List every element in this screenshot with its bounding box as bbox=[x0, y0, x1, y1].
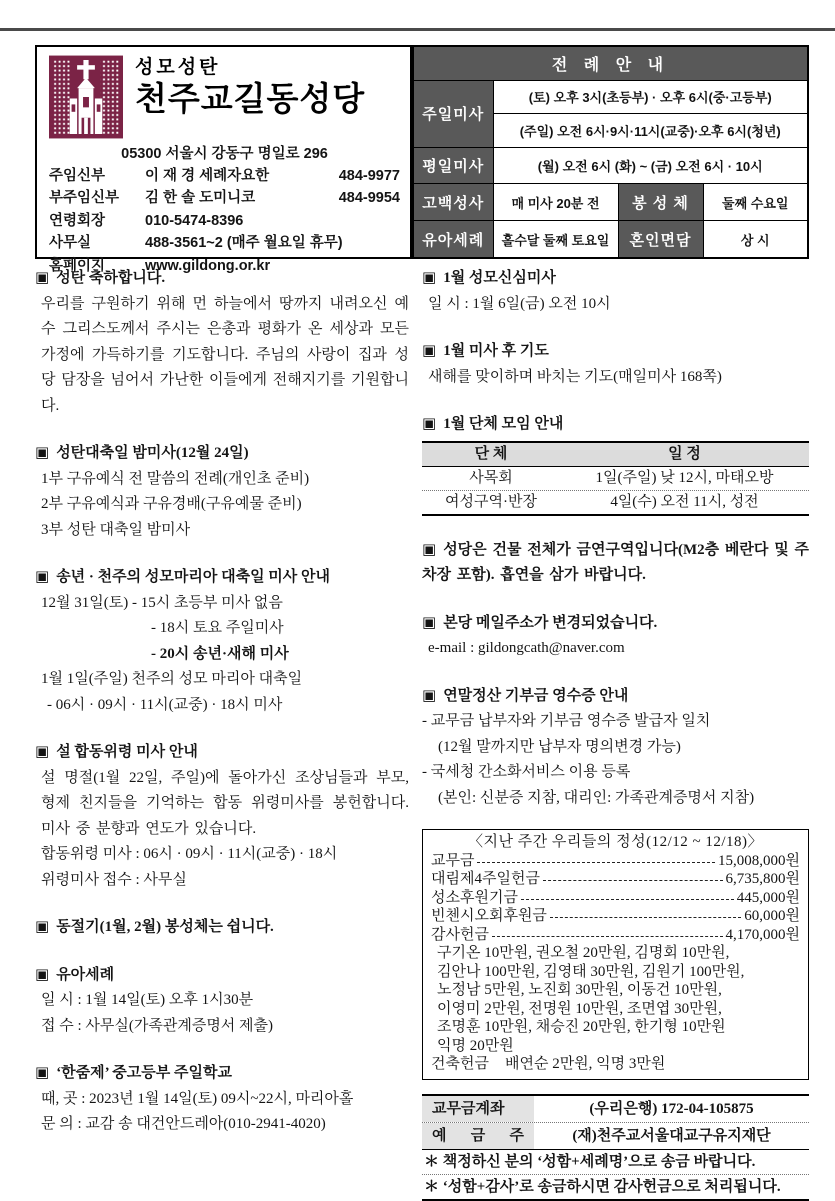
section-sunday-school bbox=[35, 1061, 409, 1138]
section-title: 본당 메일주소가 변경되었습니다. bbox=[443, 614, 658, 631]
contact-row-assistant bbox=[49, 187, 400, 209]
square-bullet-icon: ▣ bbox=[422, 614, 437, 631]
table-row bbox=[422, 491, 809, 514]
schedule-line: - 18시 토요 주일미사 bbox=[151, 620, 284, 636]
offering-label: 감사헌금 bbox=[431, 926, 489, 943]
church-address: 05300 서울시 강동구 명일로 296 bbox=[121, 146, 328, 162]
group-schedule: 4일(수) 오전 11시, 성전 bbox=[610, 493, 759, 510]
offering-row bbox=[431, 889, 800, 908]
group-name: 여성구역·반장 bbox=[445, 493, 537, 510]
contact-label: 부주임신부 bbox=[49, 190, 120, 207]
right-column bbox=[422, 266, 809, 1201]
contact-label: 주임신부 bbox=[49, 168, 106, 184]
group-name: 사목회 bbox=[469, 469, 513, 486]
contact-value: 010-5474-8396 bbox=[145, 212, 244, 229]
section-title: 성탄 축하합니다. bbox=[56, 270, 166, 286]
church-brand-box bbox=[35, 45, 412, 274]
schedule-line: 위령미사 접수 : 사무실 bbox=[41, 871, 187, 888]
mass-part-line: 1부 구유예식 전 말씀의 전례(개인초 준비) bbox=[41, 470, 310, 487]
square-bullet-icon: ▣ bbox=[422, 687, 437, 704]
contact-row-office bbox=[49, 232, 400, 254]
transfer-note: ＊ ‘성함+감사’로 송금하시면 감사헌금으로 처리됩니다. bbox=[422, 1175, 809, 1201]
brand-subtitle: 성모성탄 bbox=[135, 57, 221, 78]
schedule-line: - 20시 송년·새해 미사 bbox=[151, 645, 289, 662]
square-bullet-icon: ▣ bbox=[422, 416, 437, 432]
detail-line: (본인: 신분증 지참, 대리인: 가족관계증명서 지참) bbox=[438, 789, 755, 806]
cell-confession-value: 매 미사 20분 전 bbox=[493, 184, 618, 221]
contact-label: 연령회장 bbox=[49, 212, 106, 229]
detail-line: (12월 말까지만 납부자 명의변경 가능) bbox=[438, 738, 681, 755]
cell-sunday-mass-times: (주일) 오전 6시·9시·11시(교중)·오후 6시(청년) bbox=[493, 114, 808, 148]
account-row bbox=[422, 1123, 809, 1150]
dash-filler bbox=[543, 870, 723, 881]
section-winter-communion bbox=[35, 915, 409, 941]
section-prayer-after-mass bbox=[422, 339, 809, 390]
cell-infant-baptism-label: 유아세례 bbox=[413, 221, 493, 258]
section-no-smoking bbox=[422, 538, 809, 589]
section-christmas-greeting bbox=[35, 266, 409, 419]
offering-row bbox=[431, 852, 800, 871]
donor-line: 노정남 5만원, 노진회 30만원, 이동건 10만원, bbox=[437, 982, 722, 998]
donor-line: 이영미 2만원, 전명원 10만원, 조면엽 30만원, bbox=[437, 1000, 722, 1017]
cell-sunday-mass-label: 주일미사 bbox=[413, 80, 493, 147]
detail-line: 일 시 : 1월 6일(금) 오전 10시 bbox=[428, 295, 611, 312]
liturgy-table-title: 전 례 안 내 bbox=[413, 46, 808, 80]
cell-marriage-value: 상 시 bbox=[703, 221, 808, 258]
dash-filler bbox=[521, 889, 734, 900]
masthead bbox=[35, 45, 809, 274]
website-url: www.gildong.or.kr bbox=[145, 257, 271, 274]
donor-line: 구기온 10만원, 권오철 20만원, 김명회 10만원, bbox=[437, 945, 730, 961]
cell-communion-label: 봉 성 체 bbox=[618, 184, 703, 221]
cell-communion-value: 둘째 수요일 bbox=[703, 184, 808, 221]
section-title: 송년 · 천주의 성모마리아 대축일 미사 안내 bbox=[56, 569, 331, 585]
section-title: 연말정산 기부금 영수증 안내 bbox=[443, 687, 629, 704]
notice-text: 성당은 건물 전체가 금연구역입니다(M2층 베란다 및 주차장 포함). 흡연을 삼가 바랍니다. bbox=[422, 541, 809, 583]
section-body: 우리를 구원하기 위해 먼 하늘에서 땅까지 내려오신 예수 그리스도께서 주시는 은총과 평화가 온 세상과 모든 가정에 가득하기를 기도합니다. 주님의 사랑이 집과 성당 담장을 넘어서 가난한 이들에게 전해지기를 기원합니다. bbox=[41, 295, 409, 414]
schedule-line: 합동위령 미사 : 06시 · 09시 · 11시(교중) · 18시 bbox=[41, 846, 338, 862]
section-title: 동절기(1월, 2월) 봉성체는 쉽니다. bbox=[56, 919, 274, 935]
dash-filler bbox=[550, 907, 741, 918]
account-number-label: 교무금계좌 bbox=[422, 1096, 534, 1122]
building-fund-donors: 배연순 2만원, 익명 3만원 bbox=[504, 1056, 666, 1072]
section-title: ‘한줌제’ 중고등부 주일학교 bbox=[56, 1065, 232, 1081]
square-bullet-icon: ▣ bbox=[35, 919, 50, 935]
square-bullet-icon: ▣ bbox=[35, 744, 50, 760]
donor-line: 익명 20만원 bbox=[437, 1037, 514, 1054]
detail-line: 문 의 : 교감 송 대건안드레아(010-2941-4020) bbox=[41, 1116, 326, 1132]
square-bullet-icon: ▣ bbox=[35, 445, 50, 461]
contact-phone: 484-9977 bbox=[338, 168, 400, 184]
section-title: 설 합동위령 미사 안내 bbox=[56, 744, 198, 760]
section-group-meetings bbox=[422, 412, 809, 516]
detail-line: 접 수 : 사무실(가족관계증명서 제출) bbox=[41, 1017, 274, 1034]
section-newyear-mass-guide bbox=[35, 565, 409, 718]
donor-line: 김안나 100만원, 김영태 30만원, 김원기 100만원, bbox=[437, 963, 745, 980]
offering-label: 성소후원기금 bbox=[431, 889, 518, 906]
offering-amount: 15,008,000원 bbox=[718, 852, 800, 869]
cell-weekday-mass-label: 평일미사 bbox=[413, 147, 493, 184]
left-column bbox=[35, 266, 409, 1201]
cell-saturday-mass-times: (토) 오후 3시(초등부) · 오후 6시(중·고등부) bbox=[493, 80, 808, 114]
contact-label: 사무실 bbox=[49, 235, 92, 252]
square-bullet-icon: ▣ bbox=[35, 270, 50, 286]
square-bullet-icon: ▣ bbox=[422, 270, 437, 286]
top-rule bbox=[0, 28, 835, 31]
contact-phone: 484-9954 bbox=[338, 190, 400, 207]
account-row bbox=[422, 1096, 809, 1123]
offering-amount: 6,735,800원 bbox=[725, 871, 800, 887]
detail-line: 새해를 맞이하며 바치는 기도(매일미사 168쪽) bbox=[428, 368, 722, 385]
bank-account-table bbox=[422, 1094, 809, 1201]
offering-row bbox=[431, 926, 800, 945]
table-row bbox=[422, 467, 809, 491]
group-meeting-table bbox=[422, 441, 809, 516]
offering-amount: 445,000원 bbox=[736, 889, 800, 906]
square-bullet-icon: ▣ bbox=[35, 569, 50, 585]
offering-row bbox=[431, 907, 800, 926]
detail-line: - 국세청 간소화서비스 이용 등록 bbox=[422, 764, 631, 780]
liturgy-schedule-table bbox=[412, 45, 809, 259]
contact-value: 488-3561~2 (매주 월요일 휴무) bbox=[145, 235, 343, 252]
offering-amount: 4,170,000원 bbox=[725, 926, 800, 943]
contact-label: 홈페이지 bbox=[49, 257, 106, 274]
col-header-schedule: 일 정 bbox=[668, 445, 701, 462]
dash-filler bbox=[477, 852, 715, 863]
account-holder-value: (재)천주교서울대교구유지재단 bbox=[572, 1127, 771, 1144]
cell-marriage-label: 혼인면담 bbox=[618, 221, 703, 258]
church-name: 천주교길동성당 bbox=[135, 79, 366, 117]
section-title: 1월 미사 후 기도 bbox=[443, 343, 549, 359]
account-holder-label: 예 금 주 bbox=[422, 1123, 534, 1149]
cell-infant-baptism-value: 홀수달 둘째 토요일 bbox=[493, 221, 618, 258]
section-infant-baptism bbox=[35, 963, 409, 1040]
cell-confession-label: 고백성사 bbox=[413, 184, 493, 221]
square-bullet-icon: ▣ bbox=[422, 541, 437, 558]
offering-row bbox=[431, 870, 800, 889]
cell-weekday-mass-times: (월) 오전 6시 (화) ~ (금) 오전 6시 · 10시 bbox=[493, 147, 808, 184]
schedule-line: - 06시 · 09시 · 11시(교중) · 18시 미사 bbox=[47, 696, 283, 713]
donor-line: 조명훈 10만원, 채승진 20만원, 한기형 10만원 bbox=[437, 1019, 726, 1035]
body-columns bbox=[35, 266, 809, 1201]
section-email-change bbox=[422, 611, 809, 662]
square-bullet-icon: ▣ bbox=[35, 966, 50, 983]
section-memorial-mass bbox=[35, 740, 409, 893]
email-address: e-mail : gildongcath@naver.com bbox=[428, 640, 625, 656]
church-logo-icon bbox=[49, 55, 123, 139]
weekly-offerings-box bbox=[422, 829, 809, 1080]
schedule-line: 12월 31일(토) - 15시 초등부 미사 없음 bbox=[41, 594, 283, 611]
detail-line: 일 시 : 1월 14일(토) 오후 1시30분 bbox=[41, 992, 254, 1008]
transfer-note: ＊ 책정하신 분의 ‘성함+세례명’으로 송금 바랍니다. bbox=[422, 1150, 809, 1175]
dash-filler bbox=[492, 926, 723, 937]
section-title: 유아세례 bbox=[56, 966, 115, 983]
contact-value: 김 한 솔 도미니코 bbox=[145, 190, 256, 207]
col-header-group: 단 체 bbox=[474, 445, 508, 462]
square-bullet-icon: ▣ bbox=[422, 343, 437, 359]
contact-row-pastor bbox=[49, 165, 400, 187]
offering-amount: 60,000원 bbox=[744, 908, 800, 924]
square-bullet-icon: ▣ bbox=[35, 1065, 50, 1081]
section-title: 1월 단체 모임 안내 bbox=[443, 416, 564, 432]
offering-label: 대림제4주일헌금 bbox=[431, 871, 540, 887]
section-title: 1월 성모신심미사 bbox=[443, 270, 556, 286]
account-number-value: (우리은행) 172-04-105875 bbox=[589, 1100, 754, 1117]
contact-value: 이 재 경 세례자요한 bbox=[145, 168, 270, 184]
group-schedule: 1일(주일) 낮 12시, 마태오방 bbox=[595, 469, 774, 486]
section-christmas-eve-mass bbox=[35, 441, 409, 543]
offering-label: 빈첸시오회후원금 bbox=[431, 908, 547, 924]
detail-line: 때, 곳 : 2023년 1월 14일(토) 09시~22시, 마리아홀 bbox=[41, 1090, 354, 1107]
offerings-title: 〈지난 주간 우리들의 정성(12/12 ~ 12/18)〉 bbox=[467, 834, 764, 850]
building-fund-label: 건축헌금 bbox=[431, 1056, 489, 1072]
detail-line: - 교무금 납부자와 기부금 영수증 발급자 일치 bbox=[422, 713, 711, 729]
section-body: 설 명절(1월 22일, 주일)에 돌아가신 조상님들과 부모, 형제 친지들을 기억하는 합동 위령미사를 봉헌합니다. 미사 중 분향과 연도가 있습니다. bbox=[41, 769, 409, 837]
building-fund-line bbox=[431, 1055, 800, 1074]
mass-part-line: 2부 구유예식과 구유경배(구유예물 준비) bbox=[41, 496, 302, 512]
group-table-header bbox=[422, 443, 809, 467]
section-title: 성탄대축일 밤미사(12월 24일) bbox=[56, 445, 249, 461]
section-donation-receipt bbox=[422, 684, 809, 812]
contact-row-chair bbox=[49, 210, 400, 232]
mass-part-line: 3부 성탄 대축일 밤미사 bbox=[41, 521, 191, 538]
section-marian-mass bbox=[422, 266, 809, 317]
schedule-line: 1월 1일(주일) 천주의 성모 마리아 대축일 bbox=[41, 671, 303, 687]
offering-label: 교무금 bbox=[431, 852, 475, 869]
